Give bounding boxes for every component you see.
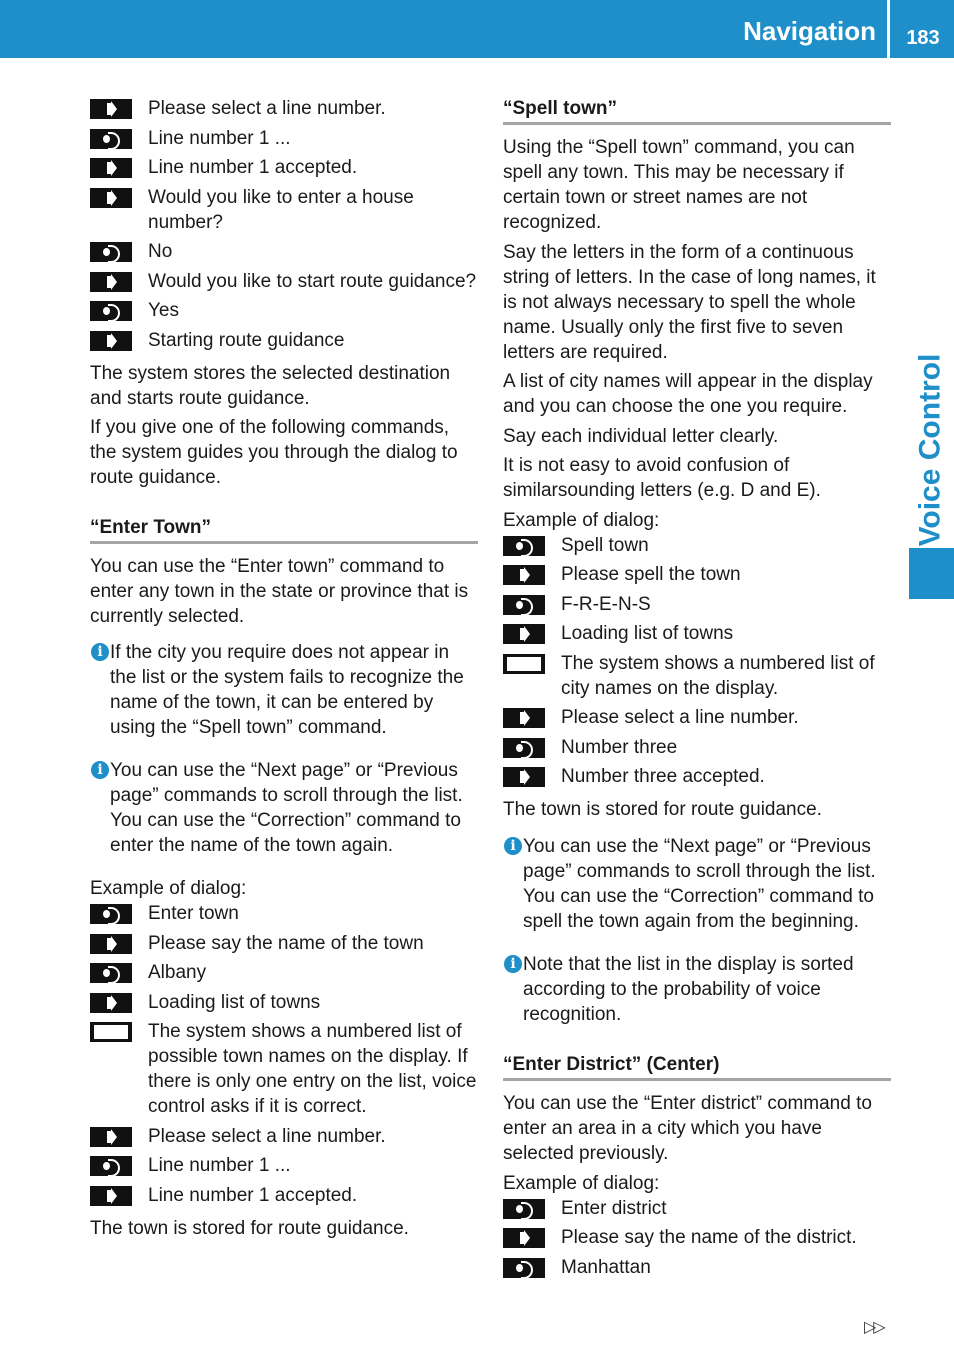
paragraph: Using the “Spell town” command, you can spell any town. This may be necessary if certain town or street names are not recognized. (503, 137, 855, 233)
voice-command-icon (90, 242, 132, 262)
paragraph: You can use the “Enter district” command to enter an area in a city which you have selected previously. (503, 1093, 872, 1164)
paragraph: A list of city names will appear in the display and you can choose the one you require. (503, 371, 873, 417)
section-heading: “Enter Town” (90, 515, 478, 544)
speaker-icon (503, 624, 545, 644)
dialog-line (90, 1183, 478, 1208)
speaker-icon (90, 272, 132, 292)
section-heading: “Spell town” (503, 96, 891, 125)
side-tab-marker (909, 548, 954, 599)
voice-command-icon (90, 301, 132, 321)
note-text: If the city you require does not appear in the list or the system fails to recognize the name of the town, it can be entered by using the “Spell town” command. (110, 642, 464, 738)
dialog-line (90, 1124, 478, 1149)
dialog-line (503, 1225, 891, 1250)
dialog-text: Loading list of towns (148, 991, 321, 1013)
paragraph: The town is stored for route guidance. (90, 1217, 409, 1239)
dialog-text: Starting route guidance (148, 329, 345, 351)
dialog-line (503, 592, 891, 617)
continue-arrows-icon: ▷▷ (864, 1319, 883, 1336)
paragraph: If you give one of the following commands, the system guides you through the dialog to route guidance. (90, 417, 458, 488)
voice-command-icon (503, 1258, 545, 1278)
side-tab-label: Voice Control (913, 353, 947, 547)
dialog-text: Line number 1 accepted. (148, 1184, 358, 1206)
dialog-line (503, 562, 891, 587)
dialog-text: Line number 1 accepted. (148, 157, 358, 178)
right-column (503, 96, 891, 1284)
dialog-line (503, 705, 891, 730)
voice-command-icon (90, 963, 132, 983)
dialog-text: Please select a line number. (148, 98, 386, 119)
dialog-text: Manhattan (561, 1256, 651, 1278)
speaker-icon (90, 1127, 132, 1147)
dialog-text: Please say the name of the district. (561, 1227, 857, 1248)
voice-command-icon (90, 129, 132, 149)
dialog-line (90, 328, 478, 353)
dialog-line (90, 126, 478, 151)
info-note (503, 952, 891, 1027)
dialog-line (503, 621, 891, 646)
section-heading: “Enter District” (Center) (503, 1052, 891, 1081)
display-icon (90, 1022, 132, 1042)
paragraph: You can use the “Enter town” command to enter any town in the state or province that is currently selected. (90, 556, 469, 627)
info-note (90, 758, 478, 858)
side-tab (908, 353, 952, 547)
dialog-text: Spell town (561, 534, 649, 556)
speaker-icon (90, 1186, 132, 1206)
dialog-text: Please select a line number. (148, 1125, 386, 1147)
dialog-list (503, 1196, 891, 1280)
dialog-line (90, 185, 478, 235)
dialog-text: No (148, 241, 173, 262)
dialog-text: Line number 1 ... (148, 1155, 291, 1176)
dialog-text: Please spell the town (561, 564, 741, 585)
dialog-line (90, 155, 478, 180)
speaker-icon (90, 993, 132, 1013)
dialog-list (90, 901, 478, 1208)
dialog-text: Please select a line number. (561, 707, 799, 728)
dialog-text: Please say the name of the town (148, 932, 424, 954)
paragraph: The town is stored for route guidance. (503, 799, 822, 820)
dialog-line (90, 239, 478, 264)
dialog-text: Loading list of towns (561, 623, 734, 644)
speaker-icon (90, 158, 132, 178)
dialog-text: Would you like to enter a house number? (148, 186, 414, 233)
left-column (90, 96, 478, 1245)
dialog-list (503, 533, 891, 790)
dialog-line (90, 1153, 478, 1178)
info-icon: i (91, 643, 109, 661)
speaker-icon (503, 565, 545, 585)
paragraph: The system stores the selected destination and starts route guidance. (90, 362, 451, 409)
dialog-line (90, 96, 478, 121)
dialog-line (503, 1255, 891, 1280)
voice-command-icon (503, 1199, 545, 1219)
voice-command-icon (503, 536, 545, 556)
speaker-icon (503, 708, 545, 728)
paragraph: Say the letters in the form of a continuous string of letters. In the case of long names, it is not always necessary to spell the whole name. Usually only the first five to seven letters are required. (503, 241, 876, 363)
note-text: You can use the “Next page” or “Previous page” commands to scroll through the list. You can use the “Correction” command to enter the name of the town again. (110, 760, 463, 856)
dialog-text: Enter town (148, 903, 239, 924)
speaker-icon (90, 331, 132, 351)
dialog-text: Number three accepted. (561, 766, 765, 787)
voice-command-icon (90, 1156, 132, 1176)
dialog-text: Albany (148, 962, 207, 983)
page-number: 183 (906, 27, 940, 49)
paragraph: Say each individual letter clearly. (503, 425, 779, 447)
dialog-line (90, 298, 478, 323)
dialog-line (503, 735, 891, 760)
dialog-list-top (90, 96, 478, 353)
speaker-icon (503, 1228, 545, 1248)
voice-command-icon (90, 904, 132, 924)
dialog-line (90, 901, 478, 926)
example-label: Example of dialog: (503, 509, 660, 531)
speaker-icon (503, 767, 545, 787)
dialog-text: The system shows a numbered list of city names on the display. (561, 652, 875, 699)
dialog-text: Enter district (561, 1197, 667, 1219)
dialog-text: Would you like to start route guidance? (148, 270, 477, 292)
dialog-line (503, 764, 891, 789)
voice-command-icon (503, 738, 545, 758)
paragraph: It is not easy to avoid confusion of similarsounding letters (e.g. D and E). (503, 455, 821, 501)
example-label: Example of dialog: (90, 878, 247, 899)
dialog-text: Number three (561, 736, 678, 758)
speaker-icon (90, 99, 132, 119)
info-icon: i (504, 837, 522, 855)
speaker-icon (90, 934, 132, 954)
note-text: Note that the list in the display is sorted according to the probability of voice recognition. (523, 954, 854, 1025)
info-note (90, 640, 478, 740)
dialog-line (503, 533, 891, 558)
dialog-line (503, 1196, 891, 1221)
dialog-line (90, 960, 478, 985)
info-icon: i (504, 955, 522, 973)
note-text: You can use the “Next page” or “Previous page” commands to scroll through the list. You can use the “Correction” command to spell the town again from the beginning. (523, 836, 876, 932)
speaker-icon (90, 188, 132, 208)
section-title: Navigation (743, 16, 876, 46)
dialog-line (90, 269, 478, 294)
dialog-text: The system shows a numbered list of possible town names on the display. If there is only one entry on the list, voice control asks if it is correct. (148, 1021, 477, 1117)
display-icon (503, 654, 545, 674)
dialog-text: Yes (148, 300, 179, 321)
dialog-line (90, 931, 478, 956)
voice-command-icon (503, 595, 545, 615)
dialog-line (503, 651, 891, 701)
dialog-text: Line number 1 ... (148, 127, 291, 149)
dialog-text: F-R-E-N-S (561, 593, 651, 615)
info-icon: i (91, 761, 109, 779)
example-label: Example of dialog: (503, 1172, 660, 1194)
dialog-line (90, 990, 478, 1015)
header-divider (887, 0, 890, 58)
dialog-line (90, 1019, 478, 1119)
info-note (503, 834, 891, 934)
